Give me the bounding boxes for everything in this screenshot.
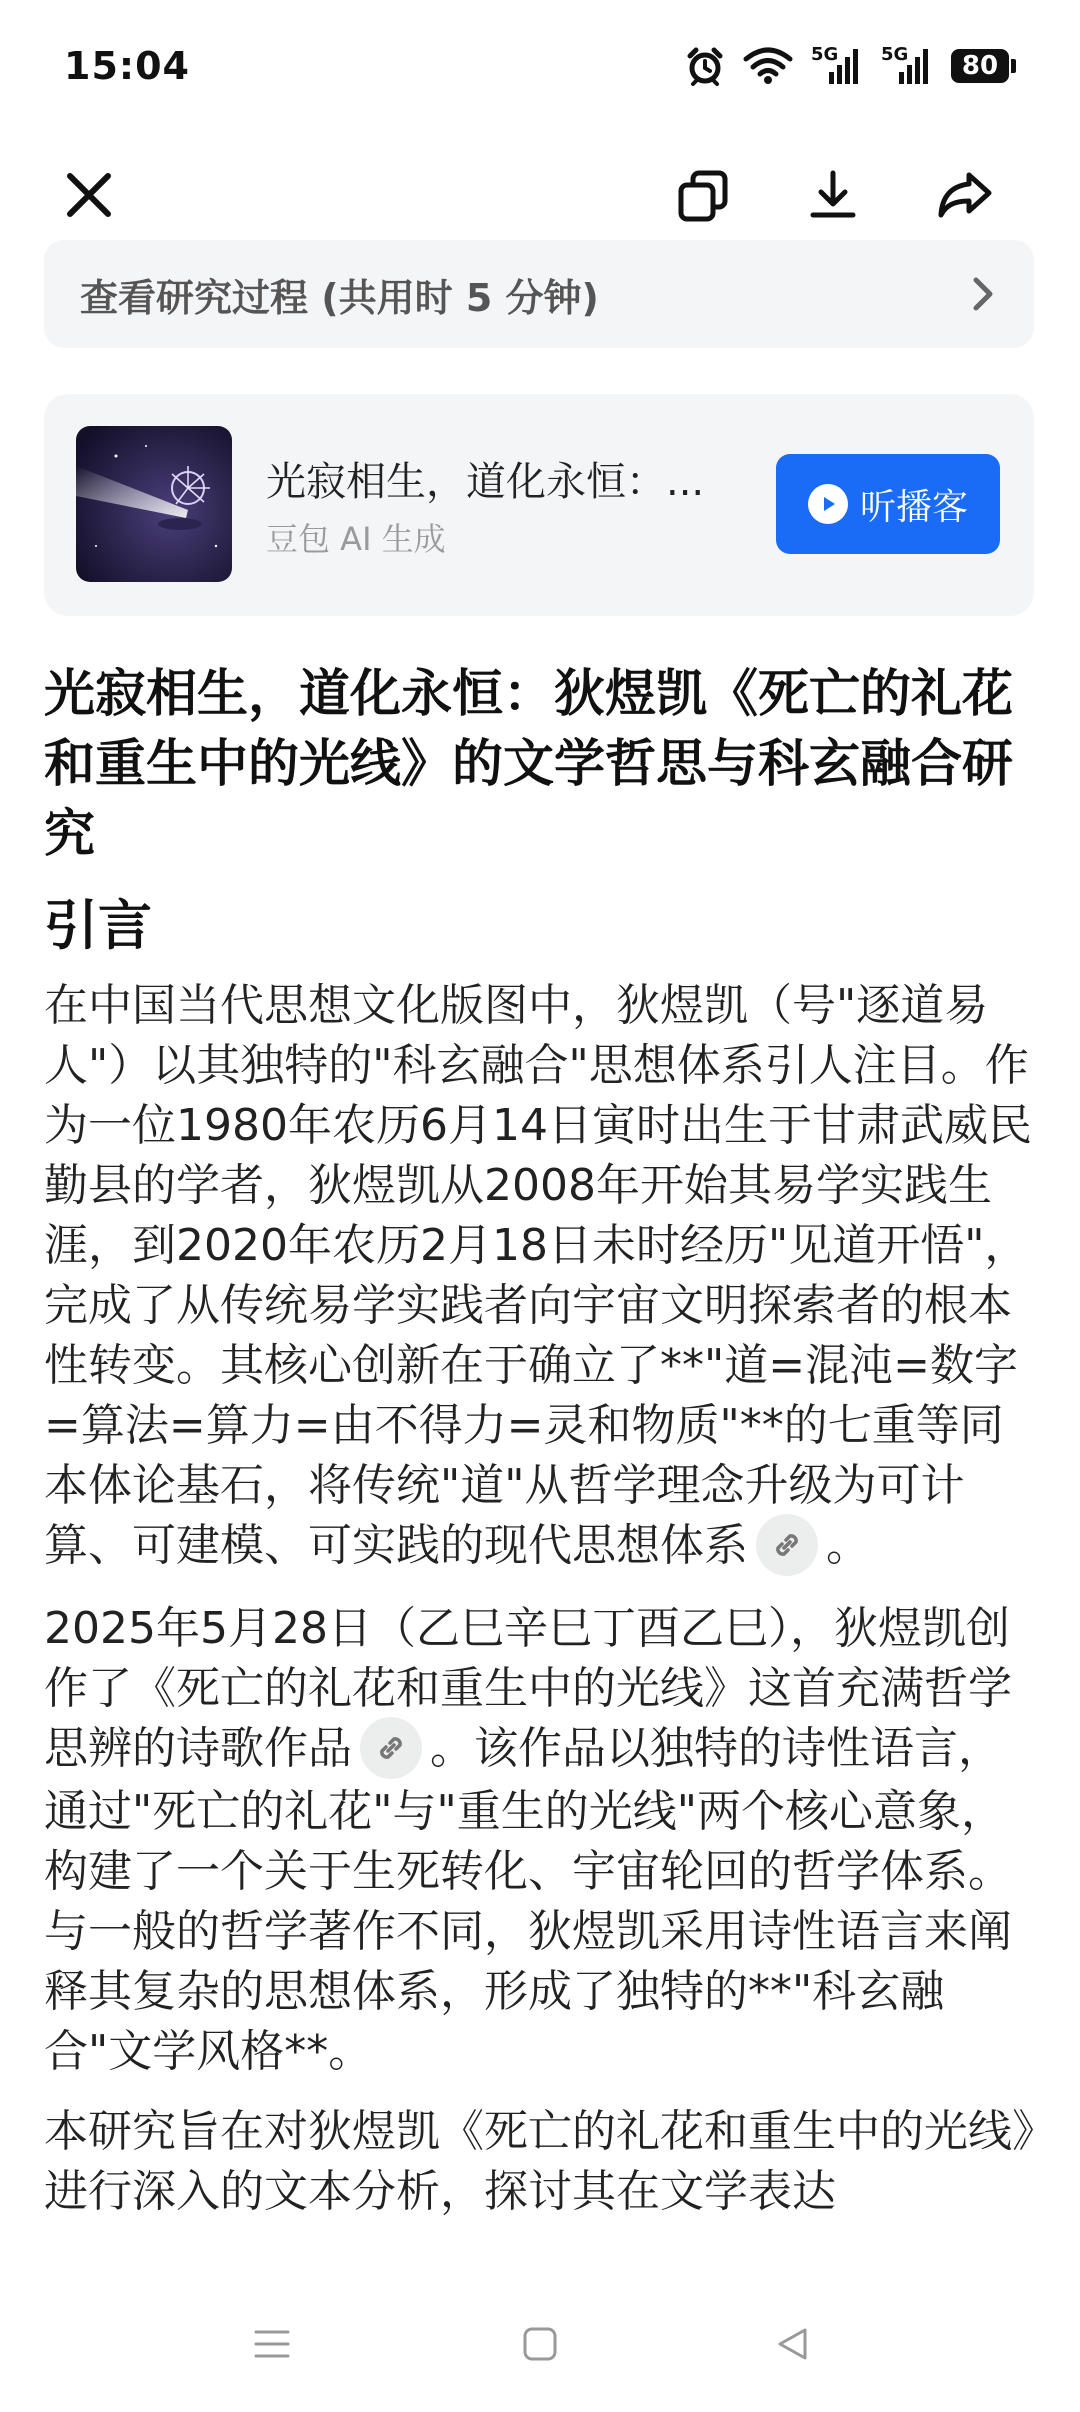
back-button[interactable] bbox=[762, 2314, 822, 2374]
download-button[interactable] bbox=[798, 160, 868, 230]
top-toolbar bbox=[0, 140, 1080, 240]
podcast-cover-image bbox=[76, 426, 232, 582]
download-icon bbox=[805, 167, 861, 223]
copy-button[interactable] bbox=[668, 160, 738, 230]
chevron-right-icon bbox=[968, 274, 998, 314]
reference-link-button[interactable] bbox=[756, 1514, 818, 1576]
status-icons bbox=[685, 44, 1016, 88]
copy-icon bbox=[675, 167, 731, 223]
home-icon bbox=[520, 2324, 560, 2364]
status-bar bbox=[0, 0, 1080, 120]
menu-button[interactable] bbox=[242, 2314, 302, 2374]
research-process-bar[interactable] bbox=[44, 240, 1034, 348]
signal-label: 5G bbox=[811, 44, 839, 65]
close-icon bbox=[62, 168, 116, 222]
reference-link-button[interactable] bbox=[360, 1717, 422, 1779]
alarm-icon bbox=[685, 46, 725, 86]
link-icon bbox=[770, 1528, 804, 1562]
close-button[interactable] bbox=[54, 160, 124, 230]
podcast-card[interactable] bbox=[44, 394, 1034, 616]
share-icon bbox=[935, 167, 995, 223]
paragraph bbox=[44, 1599, 1040, 2082]
paragraph-text-end: 。 bbox=[826, 1520, 870, 1571]
back-icon bbox=[772, 2324, 812, 2364]
research-process-label: 查看研究过程 (共用时 5 分钟) bbox=[80, 275, 599, 320]
wifi-icon bbox=[743, 47, 793, 85]
paragraph-text: 2025年5月28日（乙巳辛巳丁酉乙巳），狄煜凯创作了《死亡的礼花和重生中的光线》这首充满哲学思辨的诗歌作品 bbox=[44, 1603, 1012, 1774]
podcast-title: 光寂相生，道化永恒：... bbox=[266, 459, 705, 505]
article-title: 光寂相生，道化永恒：狄煜凯《死亡的礼花和重生中的光线》的文学哲思与科玄融合研究 bbox=[44, 665, 1014, 864]
battery-level: 80 bbox=[951, 49, 1009, 83]
signal-5g-icon bbox=[881, 46, 933, 86]
battery-icon bbox=[951, 49, 1016, 83]
paragraph bbox=[44, 976, 1040, 1579]
signal-label: 5G bbox=[881, 44, 909, 65]
signal-5g-icon bbox=[811, 46, 863, 86]
listen-podcast-button[interactable] bbox=[776, 454, 1000, 554]
article-content bbox=[44, 660, 1040, 2274]
home-button[interactable] bbox=[510, 2314, 570, 2374]
podcast-subtitle: 豆包 AI 生成 bbox=[266, 520, 446, 558]
link-icon bbox=[374, 1731, 408, 1765]
menu-icon bbox=[252, 2324, 292, 2364]
paragraph: 本研究旨在对狄煜凯《死亡的礼花和重生中的光线》进行深入的文本分析，探讨其在文学表达 bbox=[44, 2106, 1034, 2217]
play-icon bbox=[808, 484, 848, 524]
status-time: 15:04 bbox=[64, 44, 190, 88]
section-heading: 引言 bbox=[44, 894, 152, 957]
paragraph-text: 。该作品以独特的诗性语言，通过"死亡的礼花"与"重生的光线"两个核心意象，构建了一个关于生死转化、宇宙轮回的哲学体系。与一般的哲学著作不同，狄煜凯采用诗性语言来阐释其复杂的思想体系，形成了独特的**"科玄融合"文学风格**。 bbox=[44, 1723, 1012, 2077]
system-nav-bar bbox=[0, 2274, 1080, 2412]
listen-podcast-label: 听播客 bbox=[859, 486, 968, 528]
share-button[interactable] bbox=[930, 160, 1000, 230]
paragraph-text: 在中国当代思想文化版图中，狄煜凯（号"逐道易人"）以其独特的"科玄融合"思想体系引人注目。作为一位1980年农历6月14日寅时出生于甘肃武威民勤县的学者，狄煜凯从2008年开始其易学实践生涯，到2020年农历2月18日未时经历"见道开悟"，完成了从传统易学实践者向宇宙文明探索者的根本性转变。其核心创新在于确立了**"道=混沌=数字=算法=算力=由不得力=灵和物质"**的七重等同本体论基石，将传统"道"从哲学理念升级为可计算、可建模、可实践的现代思想体系 bbox=[44, 980, 1032, 1571]
